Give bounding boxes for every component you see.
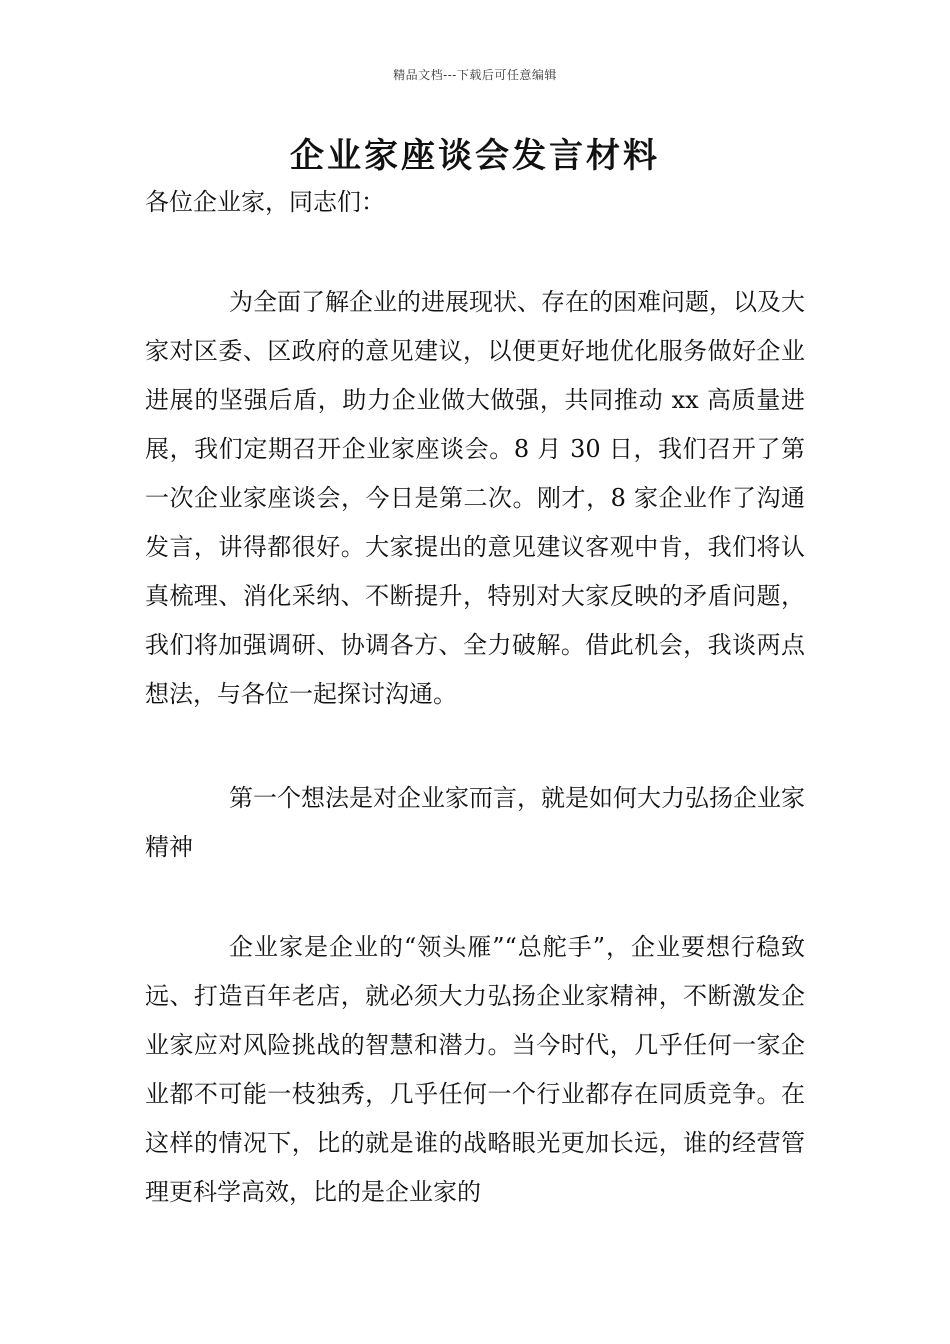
paragraph-entrepreneur-spirit: 企业家是企业的“领头雁”“总舵手”，企业要想行稳致远、打造百年老店，就必须大力弘扬企业家精神，不断激发企业家应对风险挑战的智慧和潜力。当今时代，几乎任何一家企业都不可能一枝独秀，几乎任何一个行业都存在同质竞争。在这样的情况下，比的就是谁的战略眼光更加长远，谁的经营管理更科学高效，比的是企业家的	[145, 933, 805, 1206]
document-title: 企业家座谈会发言材料	[290, 136, 660, 176]
paragraph-intro: 为全面了解企业的进展现状、存在的困难问题，以及大家对区委、区政府的意见建议，以便更好地优化服务做好企业进展的坚强后盾，助力企业做大做强，共同推动 xx 高质量进展，我们定期召开企业家座谈会。8 月 30 日，我们召开了第一次企业家座谈会，今日是第二次。刚才，8 家企业作了沟通发言，讲得都很好。大家提出的意见建议客观中肯，我们将认真梳理、消化采纳、不断提升，特别对大家反映的矛盾问题，我们将加强调研、协调各方、全力破解。借此机会，我谈两点想法，与各位一起探讨沟通。	[145, 288, 805, 708]
header-note: 精品文档---下载后可任意编辑	[393, 68, 557, 82]
salutation: 各位企业家，同志们：	[145, 188, 385, 216]
paragraph-section-heading: 第一个想法是对企业家而言，就是如何大力弘扬企业家精神	[145, 784, 805, 861]
